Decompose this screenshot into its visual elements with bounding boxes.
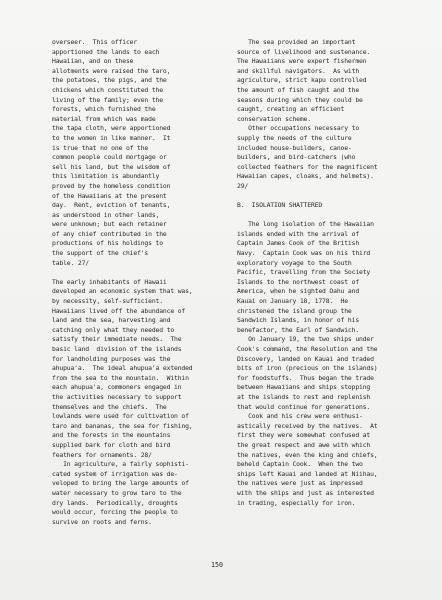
text-line: supplied bark for cloth and bird [52, 440, 171, 449]
text-line: bits of iron (precious on the islands) [237, 364, 378, 373]
text-line: christened the island group the [237, 306, 352, 315]
text-line: first they were somewhat confused at [237, 431, 371, 440]
text-line [52, 268, 193, 278]
text-line: sell his land, but the wisdom of [52, 162, 171, 171]
text-line: builders, and bird-catchers (who [237, 153, 356, 162]
text-line: supply the needs of the culture [237, 133, 352, 142]
text-line: Cook and his crew were enthusi- [237, 412, 363, 421]
text-line: exploratory voyage to the South [237, 258, 352, 267]
text-line: basic land division of the islands [52, 345, 182, 353]
text-line: each ahupua'a, commoners engaged in [52, 383, 182, 392]
text-line: the natives, even the king and chiefs, [237, 450, 378, 459]
text-line: common people could mortgage or [52, 153, 167, 162]
text-line: In agriculture, a fairly sophisti- [52, 460, 189, 469]
right-column [237, 38, 378, 508]
text-line: Islands to the northwest coast of [237, 277, 360, 286]
text-line: Discovery, landed on Kauai and traded [237, 354, 374, 363]
text-line: the great respect and awe with which [237, 440, 371, 449]
text-line: lowlands were used for cultivation of [52, 412, 189, 421]
text-line: forests, which furnished the [52, 105, 156, 114]
text-line: themselves and the chiefs. The [52, 402, 167, 411]
text-line: cated system of irrigation was de- [52, 469, 178, 478]
text-line: land and the sea, harvesting and [52, 316, 171, 325]
text-line: and skillful navigators. As with [237, 66, 360, 75]
text-line: The early inhabitants of Hawaii [52, 277, 167, 286]
text-line: The Hawaiians were expert fishermen [237, 57, 367, 66]
text-line: the potatoes, the pigs, and the [52, 76, 167, 85]
page-number: 150 [211, 561, 223, 569]
text-line: Sandwich Islands, in honor of his [237, 316, 360, 325]
text-line: agriculture, strict kapu controlled [237, 76, 367, 85]
text-line: seasons during which they could be [237, 95, 363, 104]
text-line: for foodstuffs. Thus began the trade [237, 373, 374, 382]
text-line: as understood in other lands, [52, 210, 160, 219]
text-line: 29/ [237, 181, 249, 190]
text-line: the natives were just as impressed [237, 479, 363, 488]
text-line: islands ended with the arrival of [237, 229, 360, 238]
text-line: overseer. This officer [52, 38, 138, 46]
text-line: astically received by the natives. At [237, 421, 378, 430]
text-line: The sea provided an important [237, 38, 356, 46]
text-line: catching only what they needed to [52, 325, 175, 334]
text-line: Other occupations necessary to [237, 124, 360, 133]
text-line: the activities necessary to support [52, 392, 182, 401]
text-line: America, when he sighted Oahu and [237, 287, 360, 296]
text-line: table. 27/ [52, 258, 89, 267]
text-line: is true that no one of the [52, 143, 149, 152]
text-line: Kauai on January 18, 1778. He [237, 297, 348, 306]
text-line: day. Rent, eviction of tenants, [52, 201, 171, 210]
text-line: in trading, especially for iron. [237, 498, 356, 507]
text-line: On January 19, the two ships under [237, 335, 374, 344]
text-line [237, 192, 378, 202]
text-line: developed an economic system that was, [52, 287, 193, 296]
text-line: taro and bananas, the sea for fishing, [52, 421, 193, 430]
text-line: apportioned the lands to each [52, 47, 160, 56]
text-line: benefactor, the Earl of Sandwich. [237, 325, 360, 334]
text-line: water necessary to grow taro to the [52, 488, 182, 497]
text-line: Cook's command, the Resolution and the [237, 345, 378, 353]
text-line: this limitation is abundantly [52, 172, 160, 181]
text-line: chickens which constituted the [52, 85, 163, 94]
text-line: that would continue for generations. [237, 402, 371, 411]
text-line: for landholding purposes was the [52, 354, 171, 363]
text-line: the amount of fish caught and the [237, 85, 360, 94]
text-line: survive on roots and ferns. [52, 517, 152, 526]
text-line: Navy. Captain Cook was on his third [237, 249, 371, 258]
text-line: allotments were raised the taro, [52, 66, 171, 75]
text-line: by necessity, self-sufficient. [52, 297, 163, 306]
text-line [237, 211, 378, 221]
text-line: Pacific, travelling from the Society [237, 268, 371, 277]
text-line: ships left Kauai and landed at Niihau, [237, 469, 378, 478]
text-line: material from which was made [52, 114, 156, 123]
text-line: proved by the homeless condition [52, 181, 171, 190]
text-line: Hawaiian, and on these [52, 57, 134, 66]
text-line: dry lands. Periodically, droughts [52, 498, 178, 507]
text-line: of any chief contributed in the [52, 229, 167, 238]
left-column [52, 38, 193, 527]
text-line: included house-builders, canoe- [237, 143, 352, 152]
text-line: of the Hawaiians at the present [52, 191, 167, 200]
text-line: collected feathers for the magnificent [237, 162, 378, 171]
text-line: The long isolation of the Hawaiian [237, 220, 374, 229]
text-line: source of livelihood and sustenance. [237, 47, 371, 56]
text-line: would occur, forcing the people to [52, 508, 178, 517]
text-line: were unknown; but each retainer [52, 220, 167, 229]
text-line: veloped to bring the large amounts of [52, 479, 189, 488]
text-line: and the forests in the mountains [52, 431, 171, 440]
text-line: ahupua'a. The ideal ahupua'a extended [52, 364, 193, 373]
text-line: Hawaiians lived off the abundance of [52, 306, 186, 315]
text-line: the support of the chief's [52, 249, 149, 258]
text-line: with the ships and just as interested [237, 488, 374, 497]
text-line: Hawaiian capes, cloaks, and helmets). [237, 172, 374, 181]
text-line: feathers for ornaments. 28/ [52, 450, 152, 459]
text-line: conservation scheme. [237, 114, 311, 123]
text-line: Captain James Cook of the British [237, 239, 360, 248]
text-line: beheld Captain Cook. When the two [237, 460, 363, 469]
text-line: caught, creating an efficient [237, 105, 345, 114]
text-line: satisfy their immediate needs. The [52, 335, 182, 344]
text-line: at the islands to rest and replenish [237, 392, 371, 401]
text-line: B. ISOLATION SHATTERED [237, 201, 323, 210]
text-line: the tapa cloth, were apportioned [52, 124, 171, 133]
text-line: productions of his holdings to [52, 239, 163, 248]
text-line: to the women in like manner. It [52, 133, 171, 142]
text-line: living of the family; even the [52, 95, 163, 104]
text-line: between Hawaiians and ships stopping [237, 383, 371, 392]
text-line: from the sea to the mountain. Within [52, 373, 189, 382]
